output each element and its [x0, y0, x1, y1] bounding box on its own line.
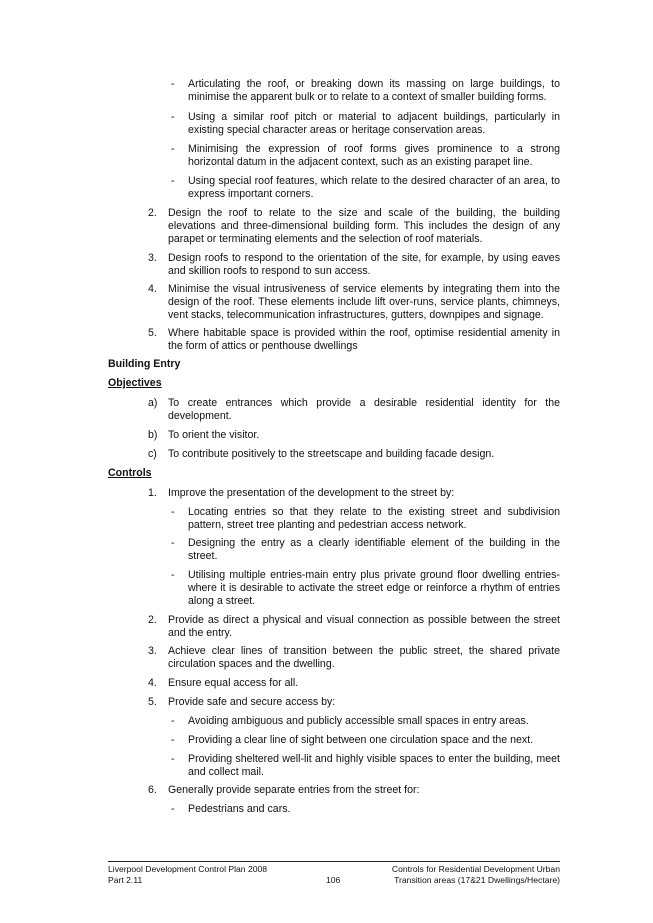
- bullet-text: Using a similar roof pitch or material to adjacent buildings, particularly in existing special character areas or heritage conservation areas.: [188, 111, 560, 136]
- item-number: 5.: [148, 696, 157, 708]
- bullet-marker: -: [171, 143, 175, 155]
- bullet-marker: -: [171, 111, 175, 123]
- bullet-marker: -: [171, 753, 175, 765]
- bullet-text: Avoiding ambiguous and publicly accessible small spaces in entry areas.: [188, 715, 529, 727]
- footer-left-line2: Part 2.11: [108, 875, 143, 885]
- item-letter: a): [148, 397, 158, 409]
- section-title: Building Entry: [108, 358, 181, 370]
- item-number: 4.: [148, 283, 157, 295]
- item-number: 2.: [148, 207, 157, 219]
- bullet-text: Designing the entry as a clearly identifiable element of the building in the street.: [188, 537, 560, 562]
- bullet-marker: -: [171, 734, 175, 746]
- bullet-marker: -: [171, 78, 175, 90]
- footer-right-line1: Controls for Residential Development Urban: [391, 864, 560, 874]
- item-text: Where habitable space is provided within the roof, optimise residential amenity in the form of attics or penthouse dwellings: [168, 327, 560, 352]
- bullet-text: Locating entries so that they relate to the existing street and subdivision pattern, street tree planting and pedestrian access network.: [188, 506, 560, 531]
- item-text: Improve the presentation of the development to the street by:: [168, 487, 455, 499]
- bullet-marker: -: [171, 537, 175, 549]
- item-text: Achieve clear lines of transition between the public street, the shared private circulation spaces and the dwelling.: [168, 645, 560, 670]
- item-letter: c): [148, 448, 157, 460]
- controls-heading: Controls: [108, 467, 152, 479]
- bullet-text: Articulating the roof, or breaking down its massing on large buildings, to minimise the apparent bulk or to relate to a context of smaller building forms.: [188, 78, 560, 103]
- footer-left-line1: Liverpool Development Control Plan 2008: [108, 864, 268, 874]
- item-number: 3.: [148, 645, 157, 657]
- item-text: Provide as direct a physical and visual connection as possible between the street and the entry.: [168, 614, 560, 639]
- bullet-text: Utilising multiple entries-main entry plus private ground floor dwelling entries-where it is desirable to activate the street edge or reinforce a rhythm of entries along a street.: [188, 569, 560, 607]
- bullet-marker: -: [171, 715, 175, 727]
- footer-divider: [108, 861, 560, 862]
- bullet-text: Minimising the expression of roof forms gives prominence to a strong horizontal datum in the adjacent context, such as an existing parapet line.: [188, 143, 560, 168]
- item-number: 1.: [148, 487, 157, 499]
- item-text: Generally provide separate entries from the street for:: [168, 784, 420, 796]
- item-number: 5.: [148, 327, 157, 339]
- item-text: Minimise the visual intrusiveness of service elements by integrating them into the design of the roof. These elements include lift over-runs, service plants, chimneys, vent stacks, telecommunication infrastructures, gutters, downpipes and signage.: [168, 283, 560, 321]
- item-text: Ensure equal access for all.: [168, 677, 299, 689]
- item-number: 2.: [148, 614, 157, 626]
- item-text: Provide safe and secure access by:: [168, 696, 336, 708]
- bullet-text: Pedestrians and cars.: [188, 803, 291, 815]
- item-letter: b): [148, 429, 158, 441]
- bullet-text: Providing sheltered well-lit and highly visible spaces to enter the building, meet and collect mail.: [188, 753, 560, 778]
- item-number: 3.: [148, 252, 157, 264]
- item-number: 4.: [148, 677, 157, 689]
- bullet-marker: -: [171, 175, 175, 187]
- bullet-text: Using special roof features, which relate to the desired character of an area, to express important corners.: [188, 175, 560, 200]
- objectives-heading: Objectives: [108, 377, 162, 389]
- item-text: To contribute positively to the streetscape and building facade design.: [168, 448, 495, 460]
- footer-right-line2: Transition areas (17&21 Dwellings/Hectare): [394, 875, 560, 885]
- bullet-marker: -: [171, 569, 175, 581]
- item-number: 6.: [148, 784, 157, 796]
- item-text: To create entrances which provide a desirable residential identity for the development.: [168, 397, 560, 422]
- item-text: Design the roof to relate to the size and scale of the building, the building elevations and three-dimensional building form. This includes the design of any parapet or terminating elements and the selection of roof materials.: [168, 207, 560, 245]
- bullet-marker: -: [171, 803, 175, 815]
- item-text: Design roofs to respond to the orientation of the site, for example, by using eaves and skillion roofs to respond to sun access.: [168, 252, 560, 277]
- item-text: To orient the visitor.: [168, 429, 260, 441]
- bullet-marker: -: [171, 506, 175, 518]
- page-number: 106: [326, 875, 341, 885]
- bullet-text: Providing a clear line of sight between one circulation space and the next.: [188, 734, 534, 746]
